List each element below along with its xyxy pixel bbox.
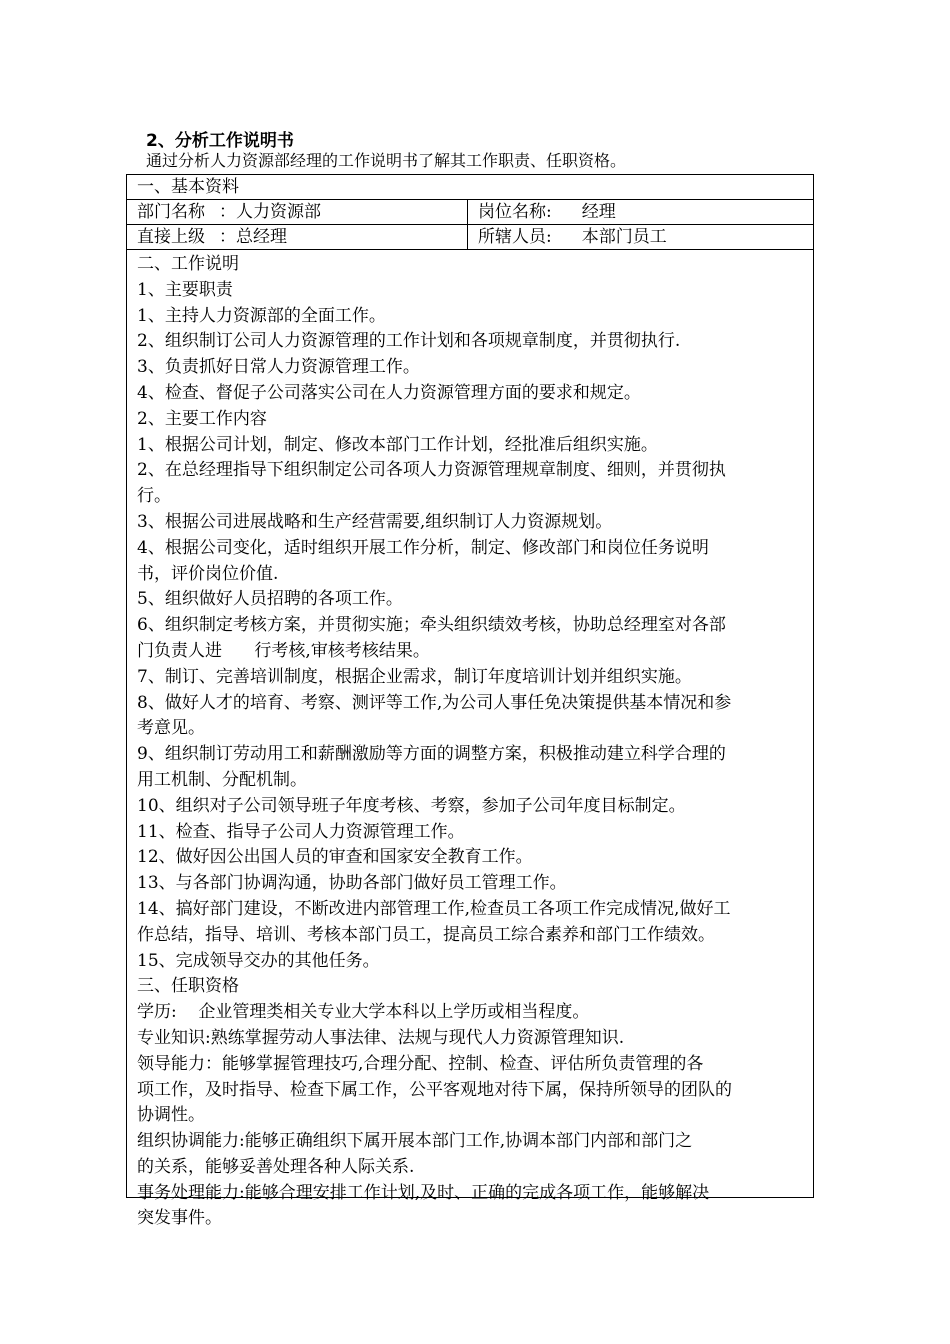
text-line: 项工作，及时指导、检查下属工作，公平客观地对待下属，保持所领导的团队的 [137,1079,732,1100]
position-value: 经理 [581,202,616,222]
text-line: 事务处理能力:能够合理安排工作计划,及时、正确的完成各项工作，能够解决 [137,1182,710,1203]
intro-text: 通过分析人力资源部经理的工作说明书了解其工作职责、任职资格。 [146,151,627,170]
text-line: 协调性。 [137,1105,205,1126]
text-line: 8、做好人才的培育、考察、测评等工作,为公司人事任免决策提供基本情况和参 [137,692,732,713]
subordinate-cell [467,225,803,249]
text-line: 学历: 企业管理类相关专业大学本科以上学历或相当程度。 [137,1002,590,1023]
text-line: 4、检查、督促子公司落实公司在人力资源管理方面的要求和规定。 [137,382,641,403]
superior-cell [137,225,467,249]
section-heading: 2、分析工作说明书 [146,131,294,151]
text-line: 突发事件。 [137,1208,222,1229]
text-line: 7、制订、完善培训制度，根据企业需求，制订年度培训计划并组织实施。 [137,666,692,687]
text-line: 11、检查、指导子公司人力资源管理工作。 [137,821,465,842]
text-line: 1、主持人力资源部的全面工作。 [137,305,386,326]
job-description-table [126,174,814,1229]
text-line: 行。 [137,486,171,507]
text-line: 10、组织对子公司领导班子年度考核、考察，参加子公司年度目标制定。 [137,795,686,816]
text-line: 6、组织制定考核方案，并贯彻实施；牵头组织绩效考核，协助总经理室对各部 [137,615,726,636]
dept-cell [137,200,467,224]
job-description-body [137,252,809,1232]
text-line: 1、根据公司计划，制定、修改本部门工作计划，经批准后组织实施。 [137,434,658,455]
text-line: 考意见。 [137,718,205,739]
position-label: 岗位名称: [478,202,552,222]
text-line: 作总结，指导、培训、考核本部门员工，提高员工综合素养和部门工作绩效。 [137,924,715,945]
subordinate-value: 本部门员工 [581,227,667,247]
text-line: 三、任职资格 [137,976,239,997]
text-line: 的关系，能够妥善处理各种人际关系. [137,1156,415,1177]
basic-info-title: 一、基本资料 [137,177,239,197]
text-line: 14、搞好部门建设，不断改进内部管理工作,检查员工各项工作完成情况,做好工 [137,898,731,919]
text-line: 5、组织做好人员招聘的各项工作。 [137,589,403,610]
superior-label: 直接上级 [137,227,205,247]
text-line: 门负责人进 行考核,审核考核结果。 [137,640,430,661]
text-line: 书，评价岗位价值. [137,563,279,584]
dept-row [127,200,813,225]
text-line: 4、根据公司变化，适时组织开展工作分析，制定、修改部门和岗位任务说明 [137,537,709,558]
text-line: 用工机制、分配机制。 [137,769,307,790]
text-line: 12、做好因公出国人员的审查和国家安全教育工作。 [137,847,533,868]
text-line: 9、组织制订劳动用工和薪酬激励等方面的调整方案，积极推动建立科学合理的 [137,744,726,765]
text-line: 1、主要职责 [137,279,233,300]
superior-value: ：总经理 [219,227,287,247]
text-line: 组织协调能力:能够正确组织下属开展本部门工作,协调本部门内部和部门之 [137,1131,693,1152]
text-line: 15、完成领导交办的其他任务。 [137,950,380,971]
text-line: 2、主要工作内容 [137,408,267,429]
text-line: 3、根据公司进展战略和生产经营需要,组织制订人力资源规划。 [137,511,613,532]
text-line: 专业知识:熟练掌握劳动人事法律、法规与现代人力资源管理知识. [137,1027,625,1048]
table-bottom-border [126,1197,814,1198]
basic-info-title-row [127,175,813,200]
text-line: 二、工作说明 [137,254,239,274]
text-line: 3、负责抓好日常人力资源管理工作。 [137,357,420,378]
dept-value: ：人力资源部 [219,202,321,222]
position-cell [467,200,803,224]
superior-row [127,225,813,250]
dept-label: 部门名称 [137,202,205,222]
text-line: 领导能力：能够掌握管理技巧,合理分配、控制、检查、评估所负责管理的各 [137,1053,704,1074]
text-line: 13、与各部门协调沟通，协助各部门做好员工管理工作。 [137,873,567,894]
text-line: 2、在总经理指导下组织制定公司各项人力资源管理规章制度、细则，并贯彻执 [137,460,726,481]
text-line: 2、组织制订公司人力资源管理的工作计划和各项规章制度，并贯彻执行. [137,331,681,352]
subordinate-label: 所辖人员: [478,227,552,247]
